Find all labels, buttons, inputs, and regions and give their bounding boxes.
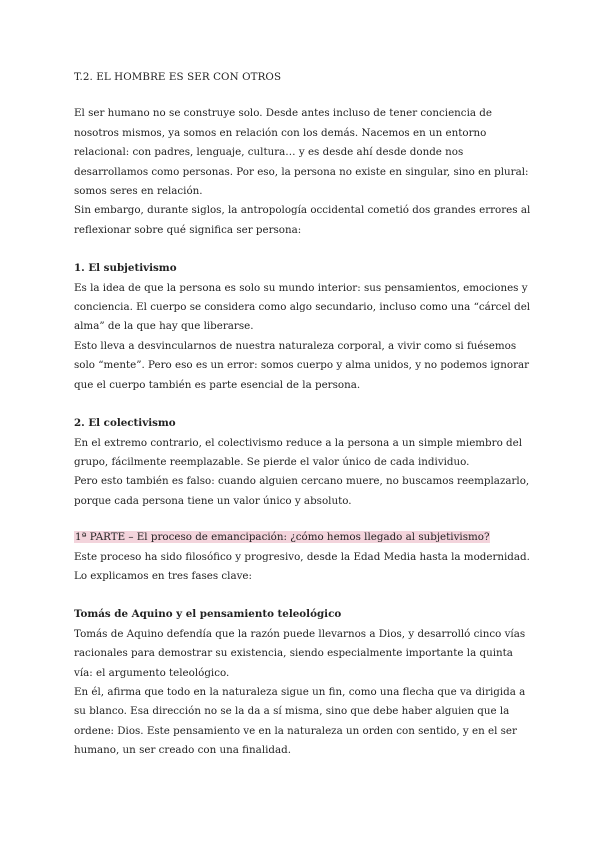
document-page [74, 68, 534, 761]
emancipacion-paragraph-1: Este proceso ha sido filosófico y progresivo, desde la Edad Media hasta la modernidad. Lo explicamos en tres fases clave: [74, 550, 530, 582]
section-heading-colectivismo: 2. El colectivismo [74, 417, 176, 430]
colectivismo-paragraph-1: En el extremo contrario, el colectivismo reduce a la persona a un simple miembro del grupo, fácilmente reemplazable. Se pierde el valor único de cada individuo. [74, 436, 523, 468]
colectivismo-paragraph-2: Pero esto también es falso: cuando alguien cercano muere, no buscamos reemplazarlo, porque cada persona tiene un valor único y absoluto. [74, 475, 530, 507]
intro-paragraph-2: Sin embargo, durante siglos, la antropología occidental cometió dos grandes errores al reflexionar sobre qué significa ser persona: [74, 204, 531, 236]
subjetivismo-paragraph-2: Esto lleva a desvincularnos de nuestra naturaleza corporal, a vivir como si fuésemos solo “mente”. Pero eso es un error: somos cuerpo y alma unidos, y no podemos ignorar que el cuerpo también es parte esencial de la persona. [74, 339, 530, 391]
subjetivismo-paragraph-1: Es la idea de que la persona es solo su mundo interior: sus pensamientos, emociones y conciencia. El cuerpo se considera como algo secundario, incluso como una “cárcel del alma” de la que hay que liberarse. [74, 281, 531, 333]
highlighted-heading: 1ª PARTE – El proceso de emancipación: ¿cómo hemos llegado al subjetivismo? [75, 531, 490, 544]
intro-paragraph-1: El ser humano no se construye solo. Desde antes incluso de tener conciencia de nosotros mismos, ya somos en relación con los demás. Nacemos en un entorno relacional: con padres, lenguaje, cultura… y es desde ahí desde donde nos desarrollamos como personas. Por eso, la persona no existe en singular, sino en plural: somos seres en relación. [74, 107, 529, 198]
part-heading-emancipacion [74, 528, 534, 547]
section-heading-subjetivismo: 1. El subjetivismo [74, 262, 177, 275]
aquino-paragraph-1: Tomás de Aquino defendía que la razón puede llevarnos a Dios, y desarrolló cinco vías racionales para demostrar su existencia, siendo especialmente importante la quinta vía: el argumento teleológico. [74, 627, 526, 679]
aquino-paragraph-2: En él, afirma que todo en la naturaleza sigue un fin, como una flecha que va dirigida a su blanco. Esa dirección no se la da a sí misma, sino que debe haber alguien que la ordene: Dios. Este pensamiento ve en la naturaleza un orden con sentido, y en el ser humano, un ser creado con una finalidad. [74, 685, 526, 757]
document-title: T.2. EL HOMBRE ES SER CON OTROS [74, 71, 282, 83]
section-heading-tomas-de-aquino: Tomás de Aquino y el pensamiento teleológico [74, 608, 342, 621]
